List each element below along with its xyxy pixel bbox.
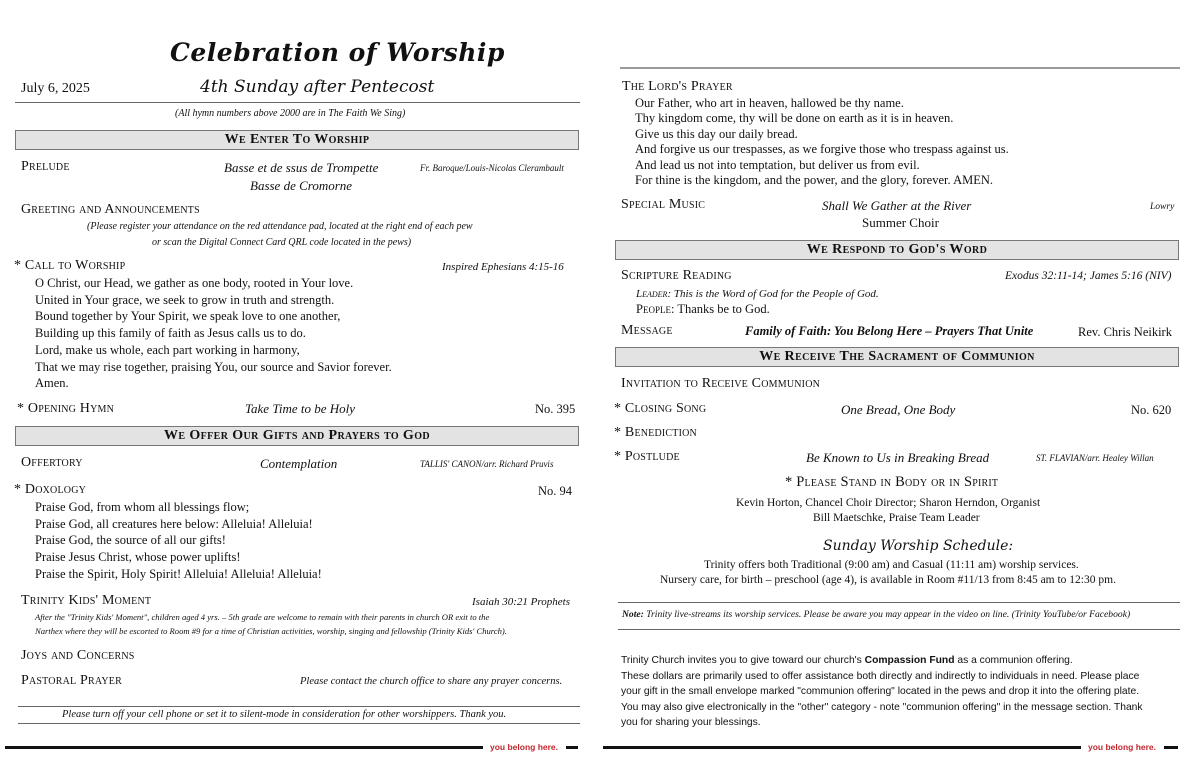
kids-moment-note-2: Narthex where they will be escorted to Room #9 for a time of Christian activities, worship, singing and fellowship (Trinity Kids' Church). [35, 626, 507, 636]
note-text: Trinity live-streams its worship services. Please be aware you may appear in the video on line. (Trinity YouTube/or Facebook) [646, 609, 1131, 620]
closing-song-label: * Closing Song [614, 401, 707, 416]
message-title: Family of Faith: You Belong Here – Prayers That Unite [745, 324, 1034, 338]
compassion-fund-text [621, 653, 1143, 731]
hymn-number-note: (All hymn numbers above 2000 are in The Faith We Sing) [175, 108, 406, 119]
compassion-line: you for sharing your blessings. [621, 717, 761, 728]
right-footer-line [603, 746, 1081, 749]
liturgical-occasion: 4th Sunday after Pentecost [200, 77, 435, 97]
pastoral-prayer-label: Pastoral Prayer [21, 673, 122, 688]
closing-song-title: One Bread, One Body [841, 402, 956, 417]
left-footer-line-end [566, 746, 578, 749]
doxology-line: Praise Jesus Christ, whose power uplifts! [35, 550, 241, 565]
opening-hymn-label: * Opening Hymn [17, 401, 115, 416]
banner-communion: We Receive The Sacrament of Communion [615, 347, 1179, 367]
service-date: July 6, 2025 [21, 81, 90, 96]
left-brand-tagline: you belong here. [490, 742, 559, 752]
lords-prayer-line: And lead us not into temptation, but deliver us from evil. [635, 157, 920, 172]
phone-note-rule-bottom [18, 723, 580, 724]
greeting-label: Greeting and Announcements [21, 202, 200, 217]
schedule-line-2: Nursery care, for birth – preschool (age 4), is available in Room #11/13 from 8:45 am to 12:30 pm. [660, 574, 1116, 586]
scripture-leader-line [636, 288, 879, 300]
offertory-label: Offertory [21, 455, 83, 470]
special-music-composer: Lowry [1150, 202, 1175, 212]
stand-instruction: * Please Stand in Body or in Spirit [785, 474, 999, 490]
call-line: Amen. [35, 376, 69, 391]
lords-prayer-line: For thine is the kingdom, and the power, and the glory, forever. AMEN. [635, 173, 993, 188]
doxology-number: No. 94 [538, 484, 573, 498]
special-music-performer: Summer Choir [862, 215, 939, 230]
lords-prayer-line: Give us this day our daily bread. [635, 126, 798, 141]
schedule-line-1: Trinity offers both Traditional (9:00 am) and Casual (11:11 am) worship services. [704, 559, 1079, 571]
prelude-title-2: Basse de Cromorne [250, 178, 353, 193]
people-label: People: [636, 302, 675, 316]
lords-prayer-line: Thy kingdom come, thy will be done on earth as it is in heaven. [635, 111, 954, 126]
doxology-line: Praise God, from whom all blessings flow; [35, 500, 250, 514]
bulletin-title: Celebration of Worship [170, 38, 505, 67]
phone-note-rule-top [18, 706, 580, 707]
compassion-line-1-start: Trinity Church invites you to give toward our church's [621, 655, 865, 666]
lords-prayer-line: Our Father, who art in heaven, hallowed be thy name. [635, 96, 904, 110]
header-rule [15, 102, 580, 103]
note-label: Note: [622, 609, 644, 620]
scripture-people-line [636, 302, 770, 317]
postlude-composer: ST. FLAVIAN/arr. Healey Willan [1036, 453, 1154, 463]
doxology-label: * Doxology [14, 482, 87, 497]
call-line: Building up this family of faith as Jesus calls us to do. [35, 326, 306, 341]
opening-hymn-number: No. 395 [535, 402, 576, 416]
special-music-label: Special Music [621, 197, 706, 212]
postlude-label: * Postlude [614, 449, 680, 464]
call-line: Lord, make us whole, each part working in harmony, [35, 342, 300, 357]
compassion-fund-name: Compassion Fund [864, 655, 955, 666]
staff-line-2: Bill Maetschke, Praise Team Leader [813, 512, 980, 524]
invitation-label: Invitation to Receive Communion [621, 376, 821, 391]
banner-offer-gifts: We Offer Our Gifts and Prayers to God [15, 426, 579, 446]
right-brand-tagline: you belong here. [1088, 742, 1157, 752]
benediction-label: * Benediction [614, 425, 697, 440]
banner-enter-worship: We Enter To Worship [15, 130, 579, 150]
doxology-line: Praise the Spirit, Holy Spirit! Alleluia! Alleluia! Alleluia! [35, 566, 322, 581]
postlude-title: Be Known to Us in Breaking Bread [806, 450, 990, 465]
phone-note: Please turn off your cell phone or set it to silent-mode in consideration for other worshippers. Thank you. [62, 709, 507, 720]
staff-line-1: Kevin Horton, Chancel Choir Director; Sharon Herndon, Organist [736, 497, 1041, 509]
livestream-note [622, 609, 1130, 620]
kids-moment-note-1: After the "Trinity Kids' Moment", children aged 4 yrs. – 5th grade are welcome to remain with their parents in church OR exit to the [35, 612, 490, 622]
compassion-line: These dollars are primarily used to offer assistance both directly and indirectly to individuals in need. Please place [621, 670, 1140, 682]
kids-moment-reference: Isaiah 30:21 Prophets [472, 596, 570, 608]
prelude-title-1: Basse et de ssus de Trompette [224, 160, 379, 175]
banner-respond-word: We Respond to God's Word [615, 240, 1179, 260]
offertory-composer: TALLIS' CANON/arr. Richard Pruvis [420, 459, 554, 469]
note-rule-top [618, 602, 1180, 603]
special-music-title: Shall We Gather at the River [822, 198, 972, 213]
right-footer-line-end [1164, 746, 1178, 749]
lords-prayer-label: The Lord's Prayer [622, 79, 733, 94]
leader-text: This is the Word of God for the People of God. [673, 288, 879, 300]
opening-hymn-title: Take Time to be Holy [245, 401, 356, 416]
compassion-line: You may also give electronically in the "other" category - note "communion offering" in the message section. Thank [621, 701, 1143, 713]
doxology-text [35, 499, 322, 583]
message-speaker: Rev. Chris Neikirk [1078, 325, 1172, 339]
closing-song-number: No. 620 [1131, 403, 1172, 417]
lords-prayer-line: And forgive us our trespasses, as we forgive those who trespass against us. [635, 142, 1009, 157]
right-top-rule [620, 67, 1180, 69]
people-text: Thanks be to God. [677, 302, 770, 316]
compassion-line: your gift in the small envelope marked "communion offering" located in the pews and drop it into the offering plate. [621, 686, 1140, 697]
greeting-note-2: or scan the Digital Connect Card QRL code located in the pews) [152, 237, 412, 248]
call-to-worship-label: * Call to Worship [14, 258, 126, 273]
doxology-line: Praise God, all creatures here below: Alleluia! Alleluia! [35, 516, 313, 531]
greeting-note-1: (Please register your attendance on the red attendance pad, located at the right end of each pew [87, 221, 473, 232]
note-rule-bottom [618, 629, 1180, 630]
call-line: That we may rise together, praising You, our source and Savior forever. [35, 359, 392, 374]
scripture-label: Scripture Reading [621, 268, 732, 283]
message-label: Message [621, 323, 673, 338]
doxology-line: Praise God, the source of all our gifts! [35, 533, 226, 548]
schedule-title: Sunday Worship Schedule: [823, 538, 1014, 554]
scripture-reference: Exodus 32:11-14; James 5:16 (NIV) [1005, 270, 1172, 282]
prelude-label: Prelude [21, 159, 70, 174]
offertory-title: Contemplation [260, 456, 338, 471]
compassion-line-1-end: as a communion offering. [954, 655, 1073, 666]
call-line: O Christ, our Head, we gather as one body, rooted in Your love. [35, 276, 354, 290]
lords-prayer-text [635, 96, 1009, 188]
call-to-worship-reference: Inspired Ephesians 4:15-16 [442, 261, 564, 273]
call-line: Bound together by Your Spirit, we speak love to one another, [35, 309, 341, 324]
left-footer-line [5, 746, 483, 749]
call-line: United in Your grace, we seek to grow in truth and strength. [35, 292, 335, 307]
call-to-worship-text [35, 275, 392, 392]
pastoral-prayer-note: Please contact the church office to share any prayer concerns. [300, 676, 563, 687]
joys-concerns-label: Joys and Concerns [21, 648, 135, 663]
kids-moment-label: Trinity Kids' Moment [21, 593, 152, 608]
prelude-composer: Fr. Baroque/Louis-Nicolas Clerambault [420, 163, 564, 173]
compassion-line [621, 653, 1143, 669]
leader-label: Leader: [636, 288, 672, 300]
